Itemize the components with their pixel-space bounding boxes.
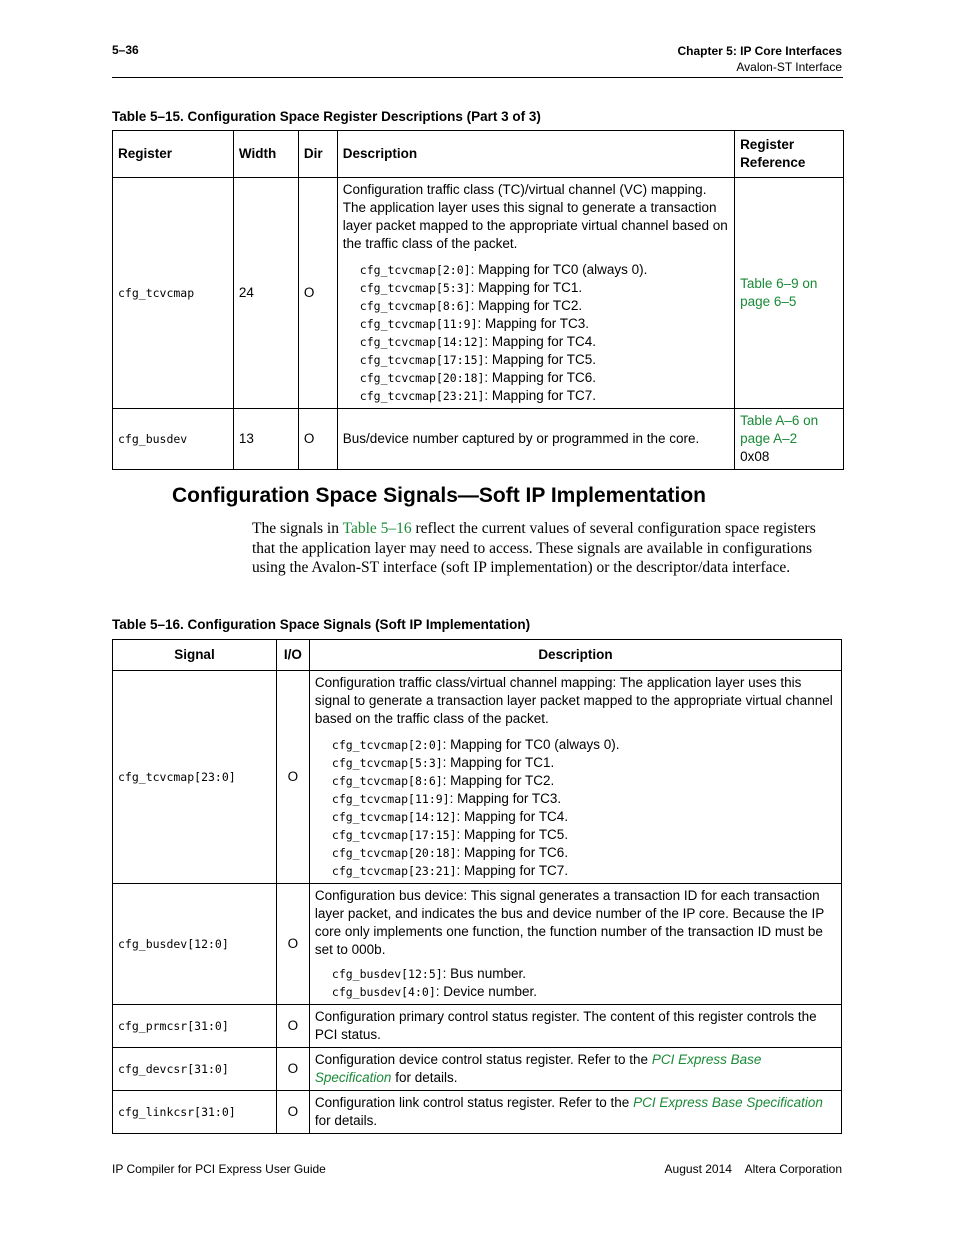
mapping-text: : Mapping for TC1. [470,280,583,295]
register-name: cfg_busdev [113,409,234,470]
mapping-item [360,333,729,351]
signal-name: cfg_linkcsr[31:0] [113,1091,277,1134]
signal-name: cfg_tcvcmap[2:0] [331,738,443,752]
mapping-item [332,808,836,826]
signal-io: O [276,884,309,1005]
page-number: 5–36 [112,43,139,57]
reference-link[interactable]: Table 6–9 on page 6–5 [740,276,818,309]
table2-header-description: Description [309,640,841,671]
signal-name: cfg_tcvcmap[8:6] [359,299,471,313]
mapping-list [360,261,729,405]
table1-caption: Table 5–15. Configuration Space Register Descriptions (Part 3 of 3) [112,109,541,124]
signal-name: cfg_busdev[12:5] [331,967,443,981]
mapping-item [332,772,836,790]
table2-header-row [113,640,842,671]
description-text: Configuration traffic class/virtual channel mapping: The application layer uses this signal to generate a transaction layer packet mapped to the appropriate virtual channel based on the traffic class of the packet. [314,675,833,726]
mapping-text: : Mapping for TC3. [449,791,562,806]
running-header [677,43,842,75]
footer-title: IP Compiler for PCI Express User Guide [112,1162,326,1176]
mapping-text: : Mapping for TC7. [456,863,569,878]
signal-name: cfg_tcvcmap[8:6] [331,774,443,788]
signal-name: cfg_busdev[4:0] [331,985,436,999]
table2 [112,639,842,1134]
busdev-list [332,965,836,1001]
table-row [113,178,844,409]
para-text: reflect the current values of several configuration space registers that the application layer may need to access. These signals are available in configurations using the Avalon-ST interface (soft IP implementation) or the descriptor/data interface. [252,520,816,576]
mapping-item [360,369,729,387]
register-description [337,178,734,409]
signal-name: cfg_tcvcmap[14:12] [359,335,485,349]
signal-name: cfg_tcvcmap[5:3] [359,281,471,295]
mapping-text: : Mapping for TC0 (always 0). [442,737,620,752]
table1-header-description: Description [337,131,734,178]
mapping-item [332,844,836,862]
signal-name: cfg_tcvcmap[14:12] [331,810,457,824]
register-reference [735,409,844,470]
mapping-text: : Mapping for TC7. [484,388,596,403]
table1-header-row [113,131,844,178]
table1-header-dir: Dir [298,131,337,178]
signal-description [309,671,841,884]
table1 [112,130,844,470]
mapping-item [332,862,836,880]
signal-io: O [276,671,309,884]
signal-name: cfg_tcvcmap[11:9] [359,317,478,331]
table1-header-reference: Register Reference [735,131,844,178]
table-link[interactable]: Table 5–16 [342,520,412,537]
desc-text: Configuration device control status register. Refer to the [314,1052,652,1067]
signal-name: cfg_tcvcmap[23:21] [359,389,485,403]
signal-name: cfg_tcvcmap[20:18] [359,371,485,385]
mapping-text: : Mapping for TC2. [470,298,583,313]
reference-extra: 0x08 [740,449,770,464]
register-name: cfg_tcvcmap [113,178,234,409]
description-text: Configuration traffic class (TC)/virtual channel (VC) mapping. The application layer uses this signal to generate a transaction layer packet mapped to the appropriate virtual channel based on the traffic class of the packet. [342,182,728,251]
reference-link[interactable]: Table A–6 on page A–2 [740,413,819,446]
mapping-item [332,826,836,844]
header-rule [112,77,843,78]
section-name: Avalon-ST Interface [736,60,842,74]
mapping-item [360,279,729,297]
signal-name: cfg_devcsr[31:0] [113,1048,277,1091]
mapping-item [332,790,836,808]
register-description: Bus/device number captured by or programmed in the core. [337,409,734,470]
mapping-item [360,351,729,369]
busdev-text: : Device number. [435,984,538,999]
mapping-text: : Mapping for TC6. [484,370,596,385]
mapping-text: : Mapping for TC3. [477,316,590,331]
mapping-text: : Mapping for TC6. [456,845,569,860]
table-row [113,1091,842,1134]
mapping-item [360,387,729,405]
signal-description [309,1091,841,1134]
desc-text: for details. [391,1070,458,1085]
signal-name: cfg_tcvcmap[17:15] [331,828,457,842]
signal-name: cfg_tcvcmap[2:0] [359,263,471,277]
section-paragraph [252,519,842,578]
mapping-text: : Mapping for TC1. [442,755,555,770]
signal-description: Configuration primary control status register. The content of this register controls the PCI status. [309,1005,841,1048]
description-text: Configuration bus device: This signal generates a transaction ID for each transaction layer packet, and indicates the bus and device number of the IP core. Because the IP core only implements one function, the function number of the transaction ID must be set to 000b. [314,888,824,957]
table2-caption: Table 5–16. Configuration Space Signals (Soft IP Implementation) [112,617,531,632]
desc-text: for details. [314,1113,378,1128]
signal-io: O [276,1048,309,1091]
desc-text: Configuration link control status register. Refer to the [314,1095,634,1110]
register-width: 13 [233,409,298,470]
signal-name: cfg_tcvcmap[17:15] [359,353,485,367]
signal-name: cfg_tcvcmap[23:0] [113,671,277,884]
signal-name: cfg_tcvcmap[11:9] [331,792,450,806]
mapping-text: : Mapping for TC0 (always 0). [470,262,648,277]
mapping-text: : Mapping for TC5. [484,352,596,367]
mapping-item [332,736,836,754]
table-row [113,884,842,1005]
signal-name: cfg_tcvcmap[23:21] [331,864,457,878]
mapping-text: : Mapping for TC5. [456,827,569,842]
table-row [113,671,842,884]
signal-io: O [276,1005,309,1048]
table2-header-io: I/O [276,640,309,671]
register-width: 24 [233,178,298,409]
table-row [113,1048,842,1091]
mapping-item [360,297,729,315]
table1-header-register: Register [113,131,234,178]
register-reference [735,178,844,409]
mapping-text: : Mapping for TC2. [442,773,555,788]
mapping-item [360,315,729,333]
register-dir: O [298,409,337,470]
busdev-item [332,983,836,1001]
para-text: The signals in [252,520,343,537]
signal-description [309,884,841,1005]
register-dir: O [298,178,337,409]
table2-header-signal: Signal [113,640,277,671]
spec-link[interactable]: PCI Express Base Specification [633,1095,823,1110]
signal-name: cfg_tcvcmap[20:18] [331,846,457,860]
mapping-text: : Mapping for TC4. [484,334,596,349]
signal-description [309,1048,841,1091]
footer-date-company: August 2014 Altera Corporation [664,1162,842,1176]
busdev-item [332,965,836,983]
section-title: Configuration Space Signals—Soft IP Implementation [172,484,707,507]
signal-name: cfg_prmcsr[31:0] [113,1005,277,1048]
mapping-item [360,261,729,279]
mapping-text: : Mapping for TC4. [456,809,569,824]
mapping-item [332,754,836,772]
busdev-text: : Bus number. [442,966,526,981]
mapping-list [332,736,836,880]
signal-io: O [276,1091,309,1134]
table-row [113,1005,842,1048]
signal-name: cfg_busdev[12:0] [113,884,277,1005]
chapter-title: Chapter 5: IP Core Interfaces [677,44,842,58]
spec-link[interactable]: PCI Express Base Specification [314,1052,762,1085]
table1-header-width: Width [233,131,298,178]
table-row [113,409,844,470]
signal-name: cfg_tcvcmap[5:3] [331,756,443,770]
